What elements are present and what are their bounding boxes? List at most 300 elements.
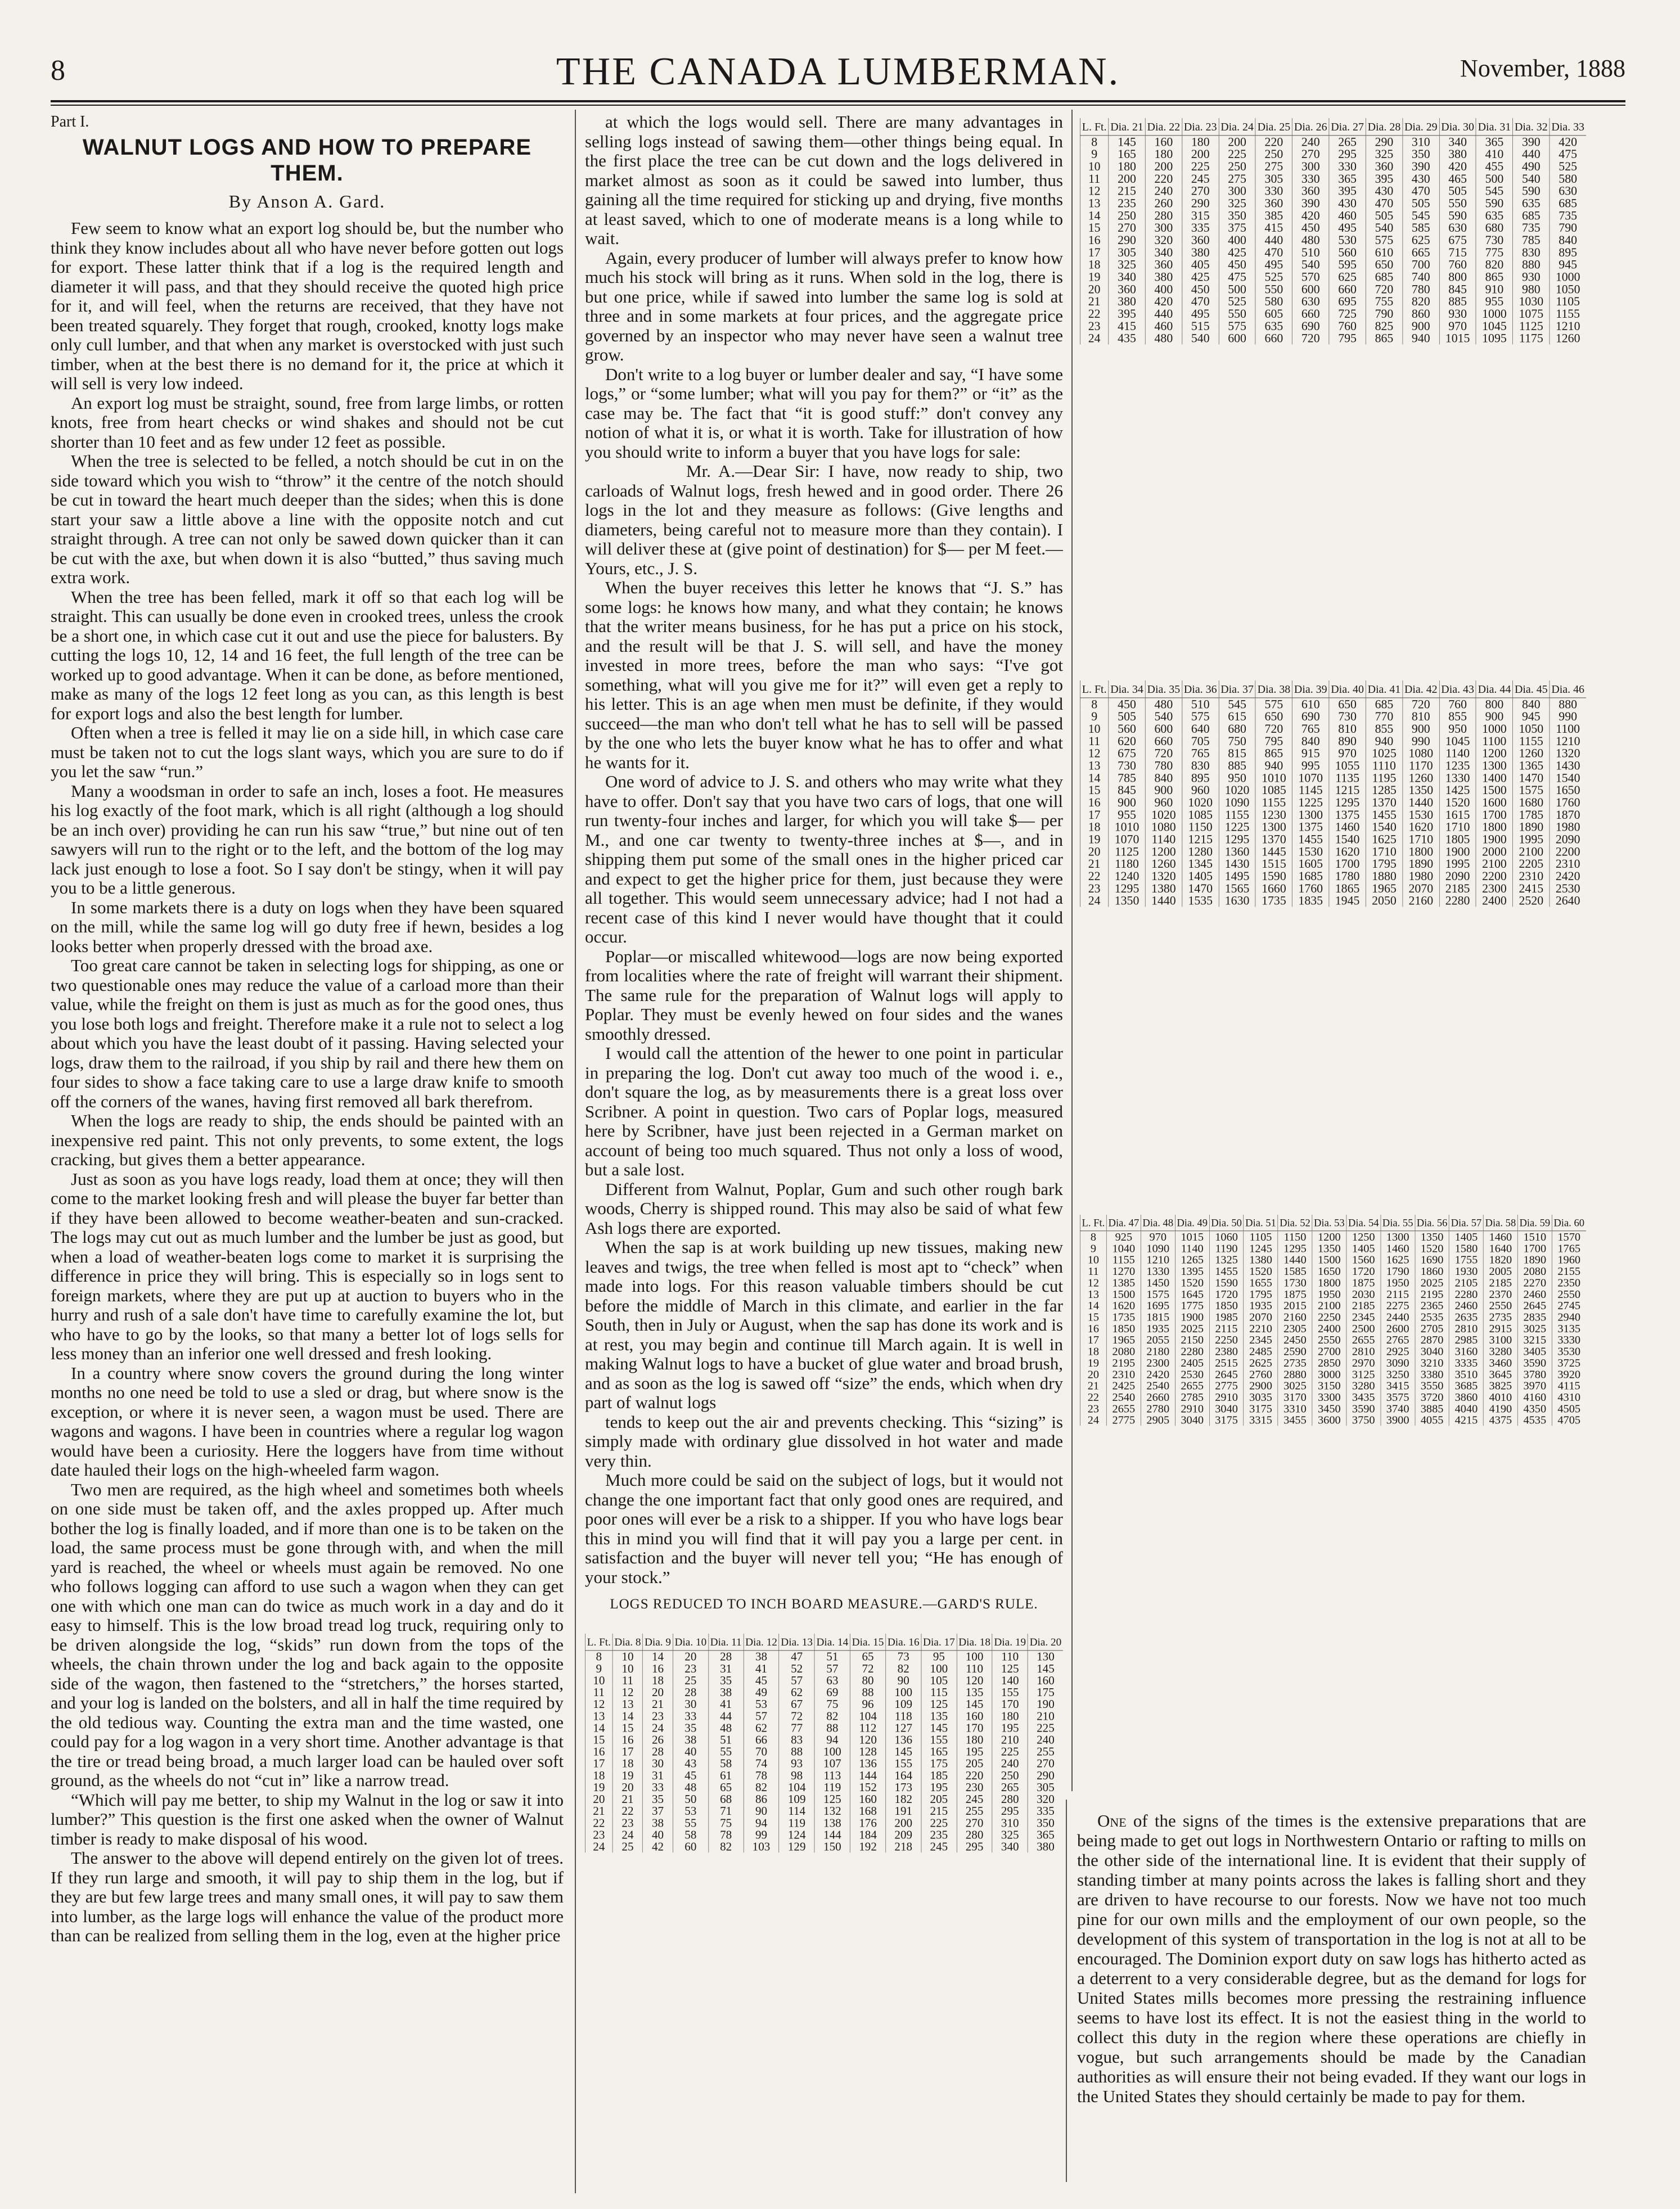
table-cell: 320 — [1145, 234, 1182, 246]
table-cell: 53 — [673, 1805, 708, 1817]
column-header: Dia. 57 — [1449, 1215, 1484, 1231]
table-cell: 16 — [585, 1746, 612, 1757]
article-column-1 — [51, 112, 564, 2188]
table-cell: 4160 — [1517, 1391, 1552, 1403]
table-cell: 735 — [1550, 209, 1586, 222]
column-header: Dia. 41 — [1366, 680, 1402, 698]
note-paragraph — [1077, 1811, 1586, 2106]
table-cell: 4375 — [1483, 1414, 1517, 1426]
table-cell: 26 — [643, 1734, 673, 1746]
table-cell: 560 — [1329, 246, 1366, 259]
table-cell: 1455 — [1366, 809, 1402, 821]
table-cell: 260 — [1145, 197, 1182, 210]
table-cell: 1080 — [1145, 821, 1182, 833]
table-cell: 885 — [1219, 760, 1255, 772]
table-cell: 1540 — [1366, 821, 1402, 833]
table-cell: 545 — [1476, 185, 1512, 197]
table-cell: 1980 — [1403, 870, 1439, 882]
table-row — [1080, 160, 1586, 173]
paragraph: In a country where snow covers the ground during the long winter months no one need be told to use a sled or drag, but where snow is the exception, or where it is never seen, a wagon must be used. There are wagons and wagons. I have been in countries where a regular log wagon would have been a curiosity. Here the loggers have from time without date hauled their logs on the high-wheeled farm wagon. — [51, 1363, 564, 1480]
table-cell: 325 — [1219, 197, 1255, 210]
table-cell: 180 — [1182, 136, 1219, 148]
table-cell: 705 — [1182, 735, 1219, 747]
table-cell: 205 — [921, 1793, 957, 1805]
table-cell: 90 — [886, 1675, 921, 1687]
table-cell: 2810 — [1346, 1346, 1381, 1357]
table-cell: 1540 — [1550, 772, 1586, 784]
paragraph: Much more could be said on the subject of logs, but it would not change the one important fact that only good ones are required, and poor ones will ever be a risk to a shipper. If you who have logs bear this in mind you will find that it will pay you a large per cent. in satisfaction and the buyer will never tell you; “He has enough of your stock.” — [585, 1470, 1063, 1587]
table-row — [1080, 234, 1586, 246]
table-cell: 18 — [1080, 259, 1108, 271]
table-cell: 365 — [1028, 1829, 1063, 1841]
table-cell: 160 — [1028, 1675, 1063, 1687]
table-cell: 1800 — [1476, 821, 1512, 833]
table-cell: 730 — [1329, 710, 1366, 723]
column-header: Dia. 14 — [814, 1634, 850, 1651]
table-cell: 360 — [1366, 160, 1402, 173]
column-header: Dia. 23 — [1182, 118, 1219, 136]
table-cell: 155 — [921, 1734, 957, 1746]
table-cell: 160 — [957, 1710, 992, 1722]
table-cell: 660 — [1145, 735, 1182, 747]
table-cell: 225 — [1219, 148, 1255, 160]
table-cell: 24 — [612, 1829, 643, 1841]
table-cell: 1445 — [1255, 845, 1292, 858]
table-cell: 104 — [850, 1710, 885, 1722]
table-cell: 3035 — [1244, 1391, 1278, 1403]
table-row — [1080, 246, 1586, 259]
table-cell: 176 — [850, 1817, 885, 1829]
table-cell: 2785 — [1175, 1391, 1209, 1403]
table-cell: 1210 — [1550, 735, 1586, 747]
table-cell: 175 — [1028, 1687, 1063, 1698]
table-cell: 16 — [643, 1662, 673, 1674]
table-cell: 127 — [886, 1722, 921, 1734]
table-cell: 845 — [1109, 784, 1145, 796]
table-cell: 3590 — [1517, 1357, 1552, 1368]
table-cell: 885 — [1439, 295, 1476, 308]
table-row — [585, 1829, 1063, 1841]
table-cell: 1495 — [1219, 870, 1255, 882]
table-cell: 21 — [643, 1698, 673, 1710]
table-cell: 680 — [1219, 723, 1255, 735]
table-cell: 2400 — [1312, 1323, 1346, 1334]
table-cell: 3860 — [1449, 1391, 1484, 1403]
table-cell: 12 — [612, 1687, 643, 1698]
table-cell: 4705 — [1552, 1414, 1586, 1426]
board-measure-table-2 — [1080, 118, 1586, 669]
table-cell: 1655 — [1244, 1277, 1278, 1288]
table-row — [1080, 1403, 1586, 1414]
table-cell: 1645 — [1175, 1288, 1209, 1300]
table-cell: 980 — [1513, 283, 1550, 295]
table-cell: 1155 — [1219, 809, 1255, 821]
table-cell: 420 — [1439, 160, 1476, 173]
table-cell: 795 — [1329, 332, 1366, 345]
table-cell: 495 — [1182, 308, 1219, 320]
table-cell: 2775 — [1106, 1414, 1141, 1426]
table-cell: 295 — [957, 1841, 992, 1852]
table-cell: 30 — [643, 1757, 673, 1769]
table-cell: 66 — [744, 1734, 779, 1746]
table-cell: 17 — [585, 1757, 612, 1769]
table-row — [1080, 698, 1586, 710]
table-cell: 12 — [1080, 185, 1108, 197]
table-row — [1080, 1288, 1586, 1300]
table-cell: 73 — [886, 1651, 921, 1663]
table-cell: 235 — [921, 1829, 957, 1841]
table-cell: 275 — [1219, 173, 1255, 185]
table-cell: 1425 — [1439, 784, 1476, 796]
table-cell: 270 — [1292, 148, 1329, 160]
column-header: Dia. 19 — [992, 1634, 1028, 1651]
table-cell: 2835 — [1517, 1311, 1552, 1323]
table-cell: 35 — [708, 1675, 743, 1687]
table-cell: 160 — [850, 1793, 885, 1805]
table-cell: 400 — [1219, 234, 1255, 246]
column-header: Dia. 42 — [1403, 680, 1439, 698]
table-row — [1080, 185, 1586, 197]
paragraph: When the buyer receives this letter he knows that “J. S.” has some logs: he knows how many, and what they contain; he knows that the writer means business, for he has put a price on his stock, and the result will be that J. S. will sell, and have the money invested in more trees, before the man who says: “I've got something, what will you give me for it?” will even get a reply to his letter. This is an age when men must be definite, if they would succeed—the man who don't tell what he has to sell will be passed by the one who lets the buyer know what he has to offer and what he wants for it. — [585, 578, 1063, 772]
column-header: Dia. 40 — [1329, 680, 1366, 698]
table-cell: 109 — [886, 1698, 921, 1710]
paragraph: Just as soon as you have logs ready, load them at once; they will then come to the market looking fresh and will please the buyer far better than if they have been allowed to become weather-beaten and sun-cracked. The logs may cut out as much lumber and the lumber be just as good, but when a load of weather-beaten logs come to market it is surprising the difference in price they will bring. This is especially so in logs sent to foreign markets, where they are put up at auction to buyers who in the hurry and rush of a sale don't have time to carefully examine the lot, but who have to go by the looks, so that many a better lot of logs sells for less money than an inferior one well dressed and fresh looking. — [51, 1169, 564, 1363]
table-cell: 2640 — [1550, 895, 1586, 907]
table-row — [1080, 1243, 1586, 1254]
table-cell: 1560 — [1346, 1254, 1381, 1265]
table-cell: 128 — [850, 1746, 885, 1757]
table-cell: 1755 — [1449, 1254, 1484, 1265]
table-cell: 700 — [1403, 259, 1439, 271]
table-cell: 215 — [921, 1805, 957, 1817]
table-cell: 1720 — [1346, 1265, 1381, 1277]
column-header: Dia. 59 — [1517, 1215, 1552, 1231]
table-cell: 42 — [643, 1841, 673, 1852]
table-cell: 1215 — [1182, 833, 1219, 846]
table-row — [1080, 845, 1586, 858]
table-cell: 865 — [1476, 271, 1512, 283]
table-cell: 1100 — [1550, 723, 1586, 735]
table-cell: 1865 — [1329, 882, 1366, 895]
table-cell: 2280 — [1175, 1346, 1209, 1357]
table-cell: 22 — [1080, 1391, 1106, 1403]
table-cell: 13 — [1080, 760, 1108, 772]
table-cell: 3510 — [1449, 1368, 1484, 1380]
table-cell: 1230 — [1255, 809, 1292, 821]
table-cell: 2550 — [1312, 1334, 1346, 1345]
table-cell: 2050 — [1366, 895, 1402, 907]
table-row — [1080, 1277, 1586, 1288]
table-cell: 635 — [1255, 320, 1292, 332]
table-cell: 3405 — [1517, 1346, 1552, 1357]
table-cell: 113 — [814, 1769, 850, 1781]
note-body: of the signs of the times is the extensive preparations that are being made to get out logs in Northwestern Ontario or rafting to mills on the other side of the international line. It is evident that their supply of standing timber at many points across the lakes is falling short and they are driven to have recourse to our forests. Now we have not too much pine for our own mills and the employment of our own people, so the development of this system of transportation in the log is not at all to be encouraged. The Dominion export duty on saw logs has hitherto acted as a deterrent to a very considerable degree, but as the demand for logs for United States mills becomes more pressing the restraining influence seems to have lost its effect. It is not the easiest thing in the world to collect this duty in the region where these operations are chiefly in vogue, but such arrangements should be made by the Canadian authorities as will ensure their not being evaded. If they want our logs in the United States they should certainly be made to pay for them. — [1077, 1811, 1586, 2106]
table-cell: 1270 — [1106, 1265, 1141, 1277]
table-cell: 1455 — [1209, 1265, 1244, 1277]
table-cell: 650 — [1366, 259, 1402, 271]
table-row — [585, 1662, 1063, 1674]
table-cell: 1700 — [1476, 809, 1512, 821]
table-row — [585, 1793, 1063, 1805]
column-header: Dia. 10 — [673, 1634, 708, 1651]
table-cell: 1380 — [1145, 882, 1182, 895]
table-cell: 665 — [1403, 246, 1439, 259]
table-cell: 57 — [779, 1675, 814, 1687]
column-header: Dia. 11 — [708, 1634, 743, 1651]
table-cell: 2450 — [1278, 1334, 1312, 1345]
table-cell: 900 — [1476, 710, 1512, 723]
column-header: Dia. 58 — [1483, 1215, 1517, 1231]
table-cell: 2080 — [1517, 1265, 1552, 1277]
table-cell: 175 — [921, 1757, 957, 1769]
table-row — [585, 1698, 1063, 1710]
column-header: Dia. 30 — [1439, 118, 1476, 136]
table-cell: 4535 — [1517, 1414, 1552, 1426]
table-cell: 2660 — [1141, 1391, 1175, 1403]
table-cell: 3315 — [1244, 1414, 1278, 1426]
table-row — [1080, 747, 1586, 760]
table-cell: 510 — [1292, 246, 1329, 259]
table-row — [1080, 710, 1586, 723]
table-cell: 1500 — [1312, 1254, 1346, 1265]
table-cell: 10 — [612, 1662, 643, 1674]
table-cell: 3040 — [1415, 1346, 1449, 1357]
table-cell: 23 — [1080, 320, 1108, 332]
table-cell: 360 — [1145, 259, 1182, 271]
table-cell: 240 — [1145, 185, 1182, 197]
column-header: Dia. 29 — [1403, 118, 1439, 136]
table-cell: 104 — [779, 1782, 814, 1793]
table-cell: 21 — [1080, 1380, 1106, 1391]
table-cell: 2515 — [1209, 1357, 1244, 1368]
table-cell: 1240 — [1109, 870, 1145, 882]
table-cell: 1900 — [1439, 845, 1476, 858]
table-cell: 145 — [1028, 1662, 1063, 1674]
table-cell: 173 — [886, 1782, 921, 1793]
table-cell: 1330 — [1141, 1265, 1175, 1277]
table-cell: 90 — [744, 1805, 779, 1817]
table-row — [1080, 1265, 1586, 1277]
table-cell: 1405 — [1182, 870, 1219, 882]
table-cell: 1520 — [1175, 1277, 1209, 1288]
table-cell: 2115 — [1209, 1323, 1244, 1334]
column-header: Dia. 47 — [1106, 1215, 1141, 1231]
column-header: Dia. 34 — [1109, 680, 1145, 698]
column-header: Dia. 60 — [1552, 1215, 1586, 1231]
column-header: Dia. 35 — [1145, 680, 1182, 698]
table-cell: 2460 — [1449, 1300, 1484, 1311]
table-cell: 9 — [1080, 1243, 1106, 1254]
table-cell: 1995 — [1439, 858, 1476, 870]
column-header: Dia. 13 — [779, 1634, 814, 1651]
table-cell: 3250 — [1381, 1368, 1415, 1380]
table-cell: 11 — [1080, 735, 1108, 747]
table-cell: 4190 — [1483, 1403, 1517, 1414]
table-cell: 1470 — [1182, 882, 1219, 895]
table-cell: 615 — [1219, 710, 1255, 723]
table-cell: 1010 — [1255, 772, 1292, 784]
table-cell: 2090 — [1439, 870, 1476, 882]
table-cell: 24 — [1080, 332, 1108, 345]
table-cell: 195 — [992, 1722, 1028, 1734]
table-cell: 540 — [1366, 222, 1402, 234]
table-cell: 1090 — [1219, 796, 1255, 809]
table-cell: 340 — [1439, 136, 1476, 148]
table-cell: 2550 — [1552, 1288, 1586, 1300]
table-cell: 1050 — [1513, 723, 1550, 735]
table-cell: 20 — [643, 1687, 673, 1698]
table-row — [1080, 332, 1586, 345]
table-header-row — [1080, 1215, 1586, 1231]
table-cell: 1800 — [1403, 845, 1439, 858]
table-cell: 10 — [585, 1675, 612, 1687]
table-cell: 620 — [1109, 735, 1145, 747]
table-cell: 2745 — [1552, 1300, 1586, 1311]
table-cell: 160 — [1145, 136, 1182, 148]
table-cell: 23 — [1080, 882, 1108, 895]
table-cell: 300 — [1219, 185, 1255, 197]
table-header-row — [585, 1634, 1063, 1651]
column-header: Dia. 36 — [1182, 680, 1219, 698]
table-cell: 135 — [921, 1710, 957, 1722]
table-cell: 1090 — [1141, 1243, 1175, 1254]
table-cell: 129 — [779, 1841, 814, 1852]
table-cell: 33 — [673, 1710, 708, 1722]
table-cell: 630 — [1292, 295, 1329, 308]
table-cell: 2405 — [1175, 1357, 1209, 1368]
table-cell: 350 — [1028, 1817, 1063, 1829]
column-header: Dia. 53 — [1312, 1215, 1346, 1231]
table-cell: 720 — [1145, 747, 1182, 760]
table-cell: 200 — [1219, 136, 1255, 148]
table-cell: 540 — [1513, 173, 1550, 185]
table-row — [1080, 760, 1586, 772]
table-cell: 2155 — [1552, 1265, 1586, 1277]
table-cell: 18 — [612, 1757, 643, 1769]
table-row — [1080, 148, 1586, 160]
table-cell: 785 — [1109, 772, 1145, 784]
table-cell: 136 — [850, 1757, 885, 1769]
table-cell: 375 — [1219, 222, 1255, 234]
table-cell: 265 — [992, 1782, 1028, 1793]
table-cell: 37 — [643, 1805, 673, 1817]
table-row — [585, 1734, 1063, 1746]
table-cell: 1015 — [1439, 332, 1476, 345]
table-cell: 360 — [1255, 197, 1292, 210]
table-cell: 3740 — [1381, 1403, 1415, 1414]
table-cell: 1800 — [1312, 1277, 1346, 1288]
table-cell: 3460 — [1483, 1357, 1517, 1368]
table-cell: 915 — [1292, 747, 1329, 760]
table-cell: 48 — [673, 1782, 708, 1793]
table-cell: 1140 — [1439, 747, 1476, 760]
table-cell: 3590 — [1346, 1403, 1381, 1414]
table-cell: 430 — [1366, 185, 1402, 197]
table-cell: 3900 — [1381, 1414, 1415, 1426]
table-cell: 2460 — [1517, 1288, 1552, 1300]
table-cell: 895 — [1182, 772, 1219, 784]
table-cell: 1300 — [1292, 809, 1329, 821]
column-header: Dia. 51 — [1244, 1215, 1278, 1231]
table-cell: 24 — [1080, 895, 1108, 907]
table-cell: 2700 — [1312, 1346, 1346, 1357]
table-cell: 245 — [957, 1793, 992, 1805]
table-cell: 2115 — [1381, 1288, 1415, 1300]
column-header: Dia. 43 — [1439, 680, 1476, 698]
table-cell: 3415 — [1381, 1380, 1415, 1391]
table-cell: 2440 — [1381, 1311, 1415, 1323]
table-cell: 220 — [1255, 136, 1292, 148]
table-cell: 1950 — [1381, 1277, 1415, 1288]
table-cell: 3825 — [1483, 1380, 1517, 1391]
column-header: Dia. 45 — [1513, 680, 1550, 698]
table-row — [1080, 809, 1586, 821]
table-cell: 290 — [1028, 1769, 1063, 1781]
column-divider — [1071, 110, 1073, 1791]
table-cell: 16 — [1080, 234, 1108, 246]
table-cell: 350 — [1219, 209, 1255, 222]
table-cell: 1350 — [1312, 1243, 1346, 1254]
table-cell: 730 — [1109, 760, 1145, 772]
table-cell: 780 — [1403, 283, 1439, 295]
table-cell: 14 — [1080, 1300, 1106, 1311]
table-cell: 2160 — [1403, 895, 1439, 907]
table-cell: 1900 — [1175, 1311, 1209, 1323]
table-cell: 550 — [1255, 283, 1292, 295]
table-cell: 945 — [1513, 710, 1550, 723]
table-cell: 455 — [1476, 160, 1512, 173]
table-cell: 660 — [1292, 308, 1329, 320]
table-cell: 2400 — [1476, 895, 1512, 907]
paragraph: tends to keep out the air and prevents checking. This “sizing” is simply made with ordinary glue dissolved in hot water and made very thin. — [585, 1412, 1063, 1471]
table-cell: 14 — [585, 1722, 612, 1734]
table-cell: 1500 — [1476, 784, 1512, 796]
table-cell: 430 — [1329, 197, 1366, 210]
table-cell: 38 — [643, 1817, 673, 1829]
column-header: Dia. 25 — [1255, 118, 1292, 136]
table-cell: 540 — [1145, 710, 1182, 723]
table-cell: 440 — [1513, 148, 1550, 160]
table-cell: 3170 — [1278, 1391, 1312, 1403]
table-cell: 4505 — [1552, 1403, 1586, 1414]
table-row — [1080, 173, 1586, 185]
table-cell: 1260 — [1403, 772, 1439, 784]
column-header: Dia. 27 — [1329, 118, 1366, 136]
table-cell: 1815 — [1141, 1311, 1175, 1323]
table-cell: 1875 — [1278, 1288, 1312, 1300]
table-cell: 24 — [585, 1841, 612, 1852]
table-cell: 1565 — [1219, 882, 1255, 895]
table-cell: 3300 — [1312, 1391, 1346, 1403]
table-cell: 35 — [643, 1793, 673, 1805]
table-row — [1080, 1311, 1586, 1323]
table-cell: 40 — [673, 1746, 708, 1757]
table-cell: 930 — [1439, 308, 1476, 320]
table-cell: 1405 — [1449, 1231, 1484, 1243]
table-cell: 765 — [1182, 747, 1219, 760]
table-cell: 2600 — [1381, 1323, 1415, 1334]
table-cell: 380 — [1109, 295, 1145, 308]
table-cell: 11 — [585, 1687, 612, 1698]
table-cell: 155 — [886, 1757, 921, 1769]
column-header: Dia. 31 — [1476, 118, 1512, 136]
table-cell: 1370 — [1366, 796, 1402, 809]
table-cell: 470 — [1403, 185, 1439, 197]
table-cell: 695 — [1329, 295, 1366, 308]
table-cell: 470 — [1255, 246, 1292, 259]
table-cell: 855 — [1439, 710, 1476, 723]
table-cell: 2970 — [1346, 1357, 1381, 1368]
